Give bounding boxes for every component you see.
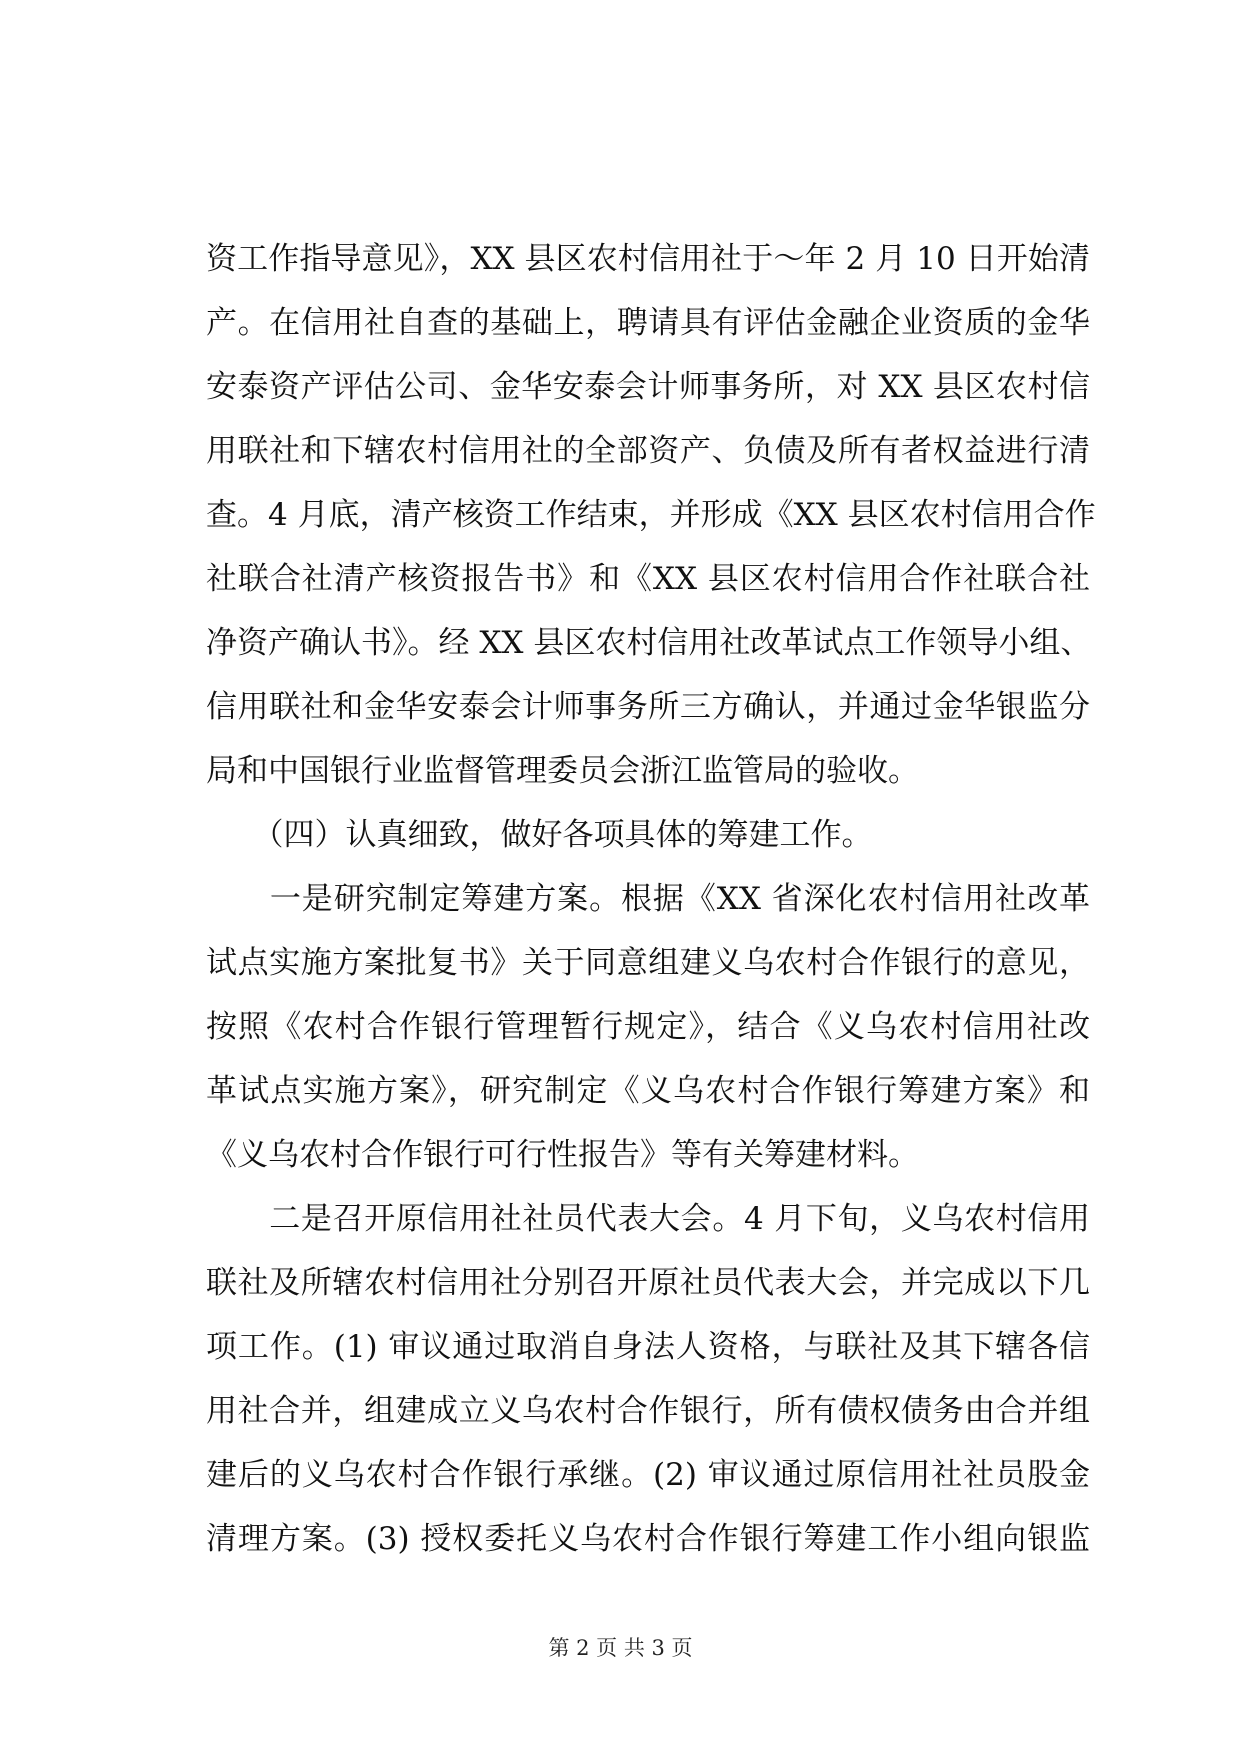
text-line: 用社合并，组建成立义乌农村合作银行，所有债权债务由合并组 [206, 1393, 1090, 1429]
text-line: 用联社和下辖农村信用社的全部资产、负债及所有者权益进行清 [206, 433, 1090, 469]
text-line: 项工作。(1) 审议通过取消自身法人资格，与联社及其下辖各信 [206, 1329, 1090, 1365]
text-line: 清理方案。(3) 授权委托义乌农村合作银行筹建工作小组向银监 [206, 1521, 1090, 1557]
page-footer: 第 2 页 共 3 页 [548, 1636, 693, 1660]
text-line: 二是召开原信用社社员代表大会。4 月下旬，义乌农村信用 [206, 1201, 1090, 1237]
text-line: 建后的义乌农村合作银行承继。(2) 审议通过原信用社社员股金 [206, 1457, 1090, 1493]
text-line: 一是研究制定筹建方案。根据《XX 省深化农村信用社改革 [206, 881, 1090, 917]
text-line: 革试点实施方案》，研究制定《义乌农村合作银行筹建方案》和 [206, 1073, 1090, 1109]
text-line: （四）认真细致，做好各项具体的筹建工作。 [206, 817, 873, 853]
text-line: 净资产确认书》。经 XX 县区农村信用社改革试点工作领导小组、 [206, 625, 1092, 661]
text-line: 查。4 月底，清产核资工作结束，并形成《XX 县区农村信用合作 [206, 497, 1096, 533]
text-line: 按照《农村合作银行管理暂行规定》，结合《义乌农村信用社改 [206, 1009, 1090, 1045]
text-line: 资工作指导意见》，XX 县区农村信用社于～年 2 月 10 日开始清 [206, 241, 1090, 277]
text-line: 试点实施方案批复书》关于同意组建义乌农村合作银行的意见， [206, 945, 1090, 981]
text-line: 信用联社和金华安泰会计师事务所三方确认，并通过金华银监分 [206, 689, 1090, 725]
text-line: 社联合社清产核资报告书》和《XX 县区农村信用合作社联合社 [206, 561, 1090, 597]
text-line: 安泰资产评估公司、金华安泰会计师事务所，对 XX 县区农村信 [206, 369, 1090, 405]
text-line: 《义乌农村合作银行可行性报告》等有关筹建材料。 [206, 1137, 919, 1173]
text-line: 联社及所辖农村信用社分别召开原社员代表大会，并完成以下几 [206, 1265, 1090, 1301]
document-body [206, 227, 1096, 1571]
text-line: 产。在信用社自查的基础上，聘请具有评估金融企业资质的金华 [206, 305, 1090, 341]
text-line: 局和中国银行业监督管理委员会浙江监管局的验收。 [206, 753, 919, 789]
